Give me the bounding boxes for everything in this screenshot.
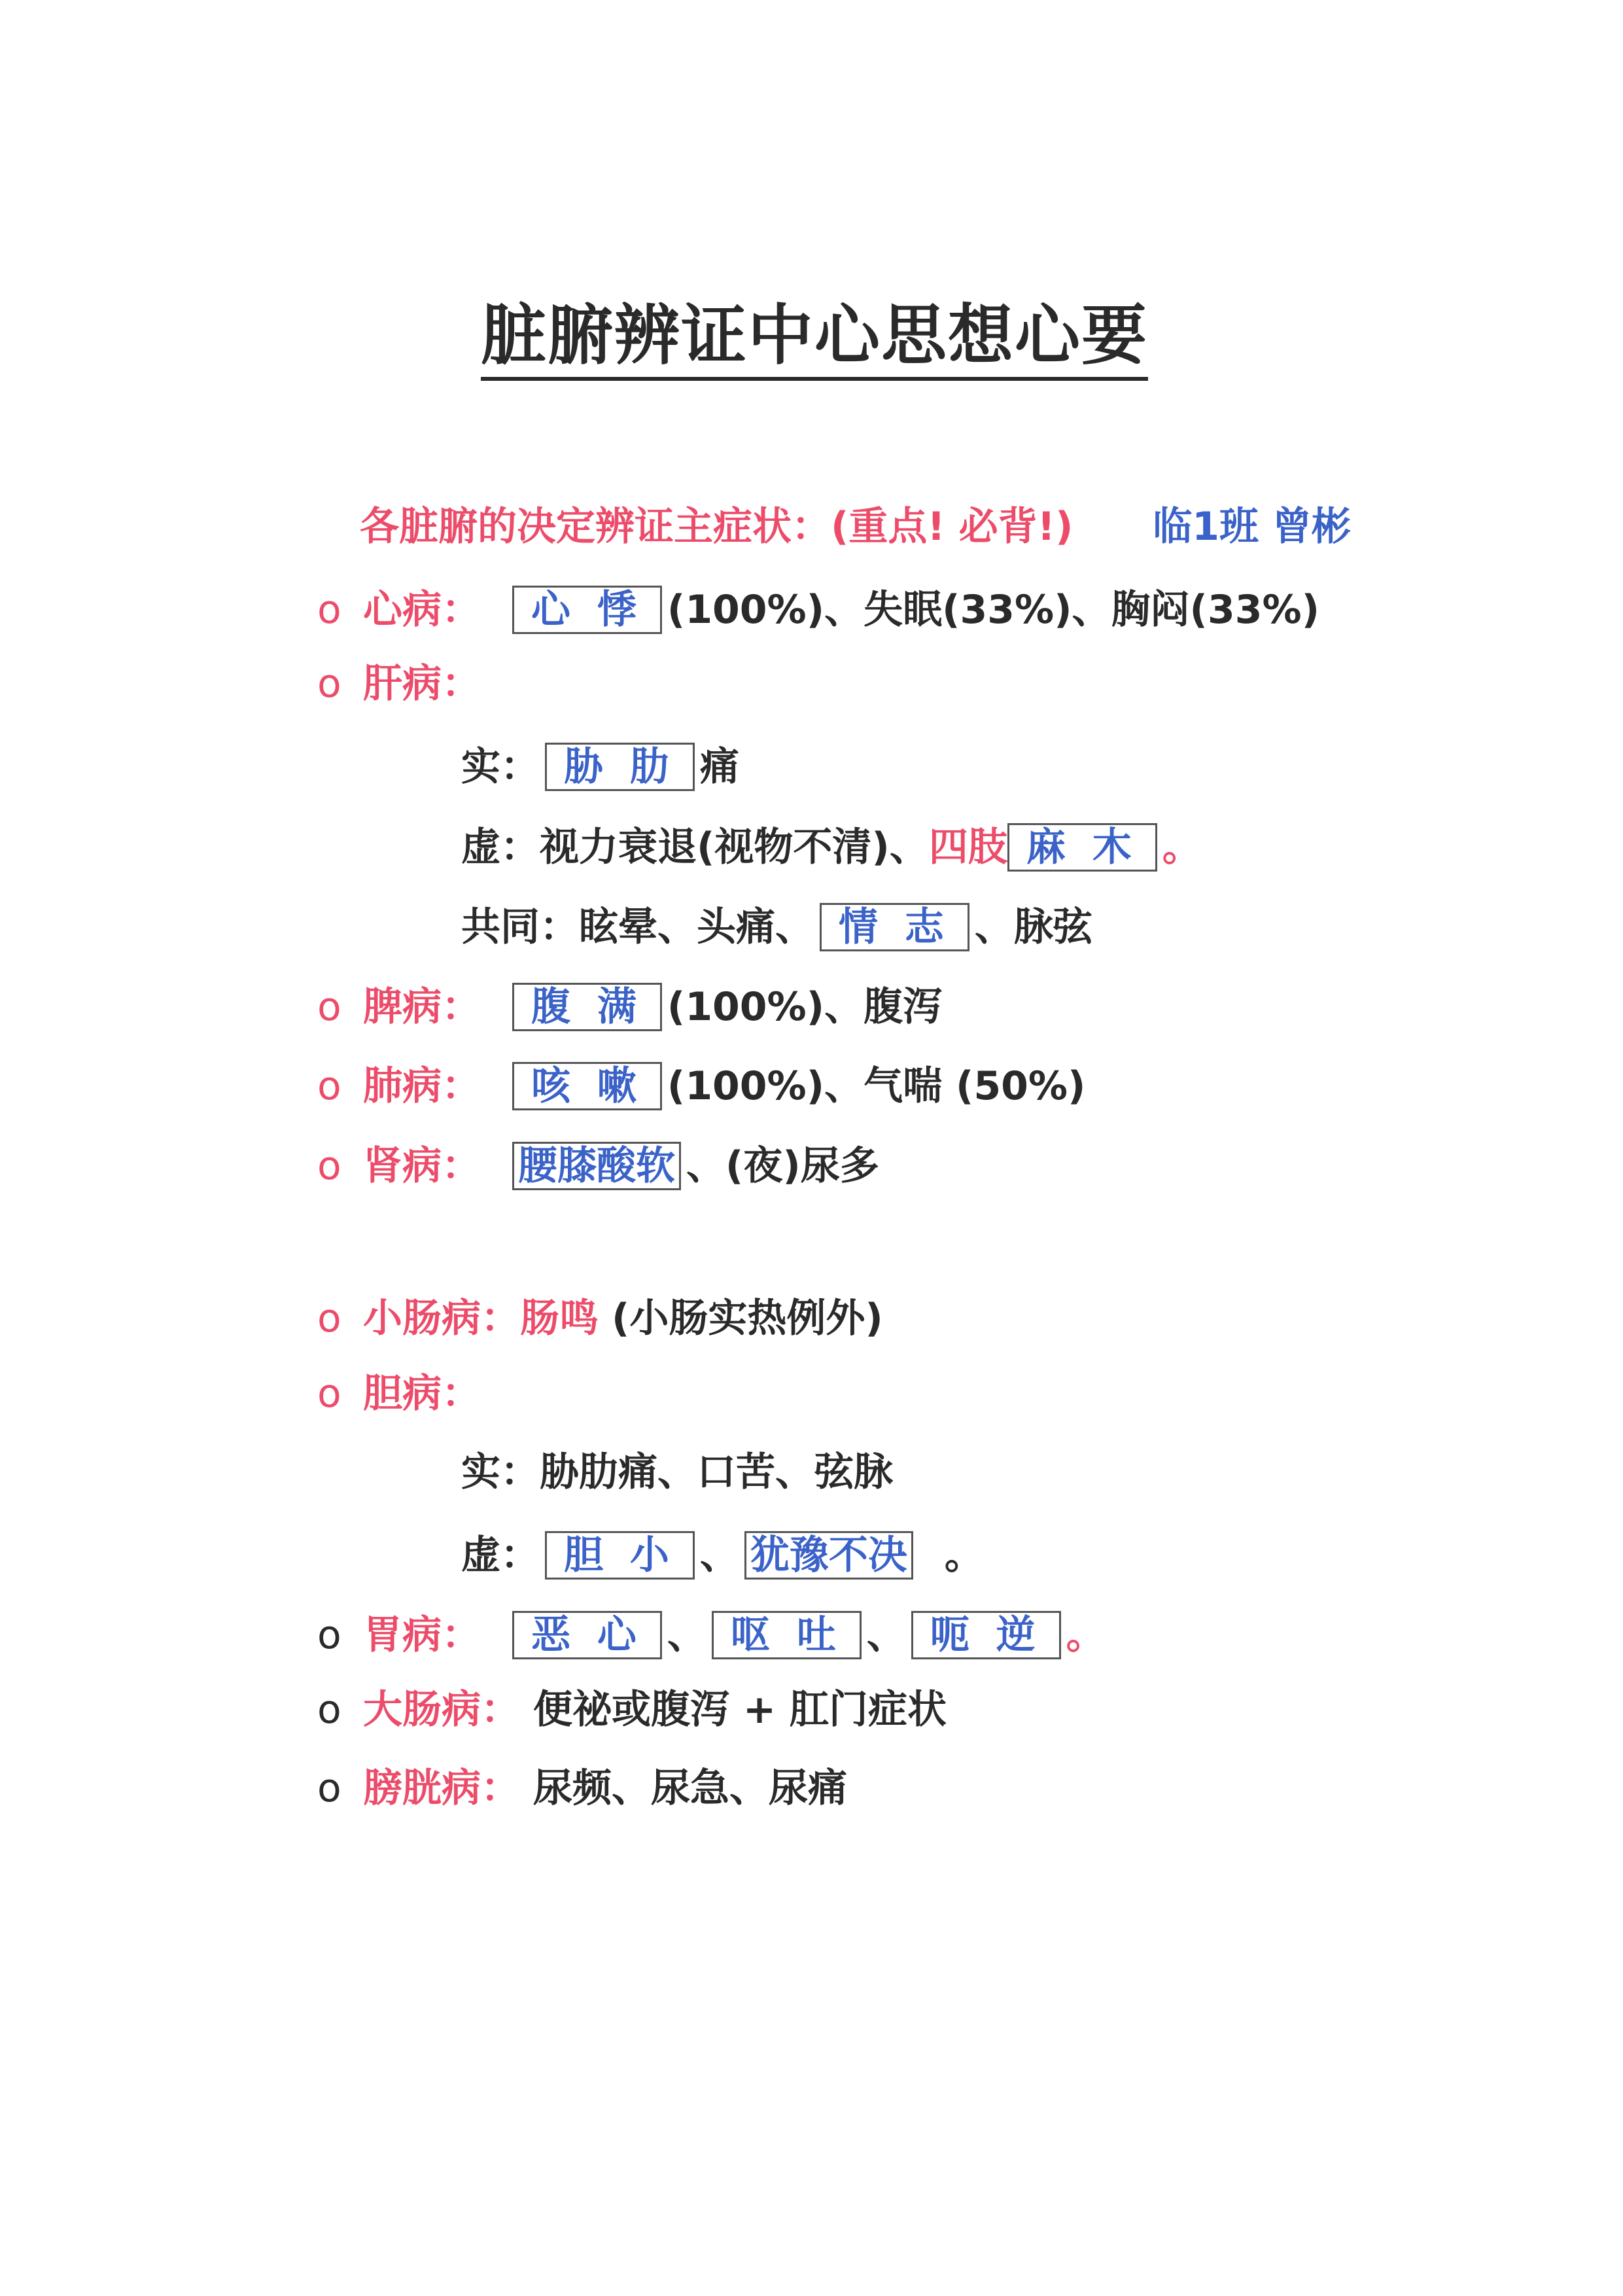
bullet-icon: o (317, 661, 341, 707)
item-text: 视力衰退(视物不清)、 (540, 824, 929, 870)
boxed-keyword: 麻 木 (1007, 823, 1157, 872)
item-stomach (317, 1611, 1106, 1659)
sub-label: 虚： (461, 1532, 540, 1578)
item-end: 。 (1066, 1612, 1106, 1658)
separator: 、 (699, 1532, 739, 1578)
item-label: 肾病： (363, 1143, 481, 1189)
item-label: 大肠病： (363, 1687, 520, 1733)
item-text: (小肠实热例外) (612, 1296, 883, 1341)
item-spleen (317, 983, 942, 1031)
boxed-keyword: 情 志 (820, 903, 969, 951)
bullet-icon: o (317, 984, 341, 1030)
item-label: 心病： (363, 587, 481, 633)
sub-label: 实： (461, 1449, 540, 1495)
item-heart (317, 586, 1319, 634)
item-label: 肝病： (363, 661, 481, 707)
item-label: 脾病： (363, 984, 481, 1030)
boxed-keyword: 胆 小 (545, 1531, 695, 1580)
boxed-keyword: 犹豫不决 (744, 1531, 913, 1580)
item-label: 小肠病： (363, 1296, 520, 1341)
item-liver-excess (461, 743, 739, 791)
subtitle-line (360, 504, 1351, 550)
boxed-keyword: 腹 满 (512, 983, 662, 1031)
item-gallbladder-excess (461, 1449, 893, 1495)
item-text: 痛 (699, 744, 739, 790)
item-gallbladder-deficiency (461, 1531, 984, 1580)
item-large-intestine (317, 1687, 947, 1733)
boxed-keyword: 胁 肋 (545, 743, 695, 791)
page-title: 脏腑辨证中心思想心要 (481, 300, 1148, 381)
sub-label: 实： (461, 744, 540, 790)
item-label: 肺病： (363, 1063, 481, 1109)
boxed-keyword: 腰膝酸软 (512, 1142, 681, 1190)
item-kidney (317, 1142, 879, 1190)
item-text: 胁肋痛、口苦、弦脉 (540, 1449, 893, 1495)
item-text-rest: 、脉弦 (974, 904, 1092, 950)
bullet-icon: o (317, 1371, 341, 1417)
bullet-icon: o (317, 587, 341, 633)
subtitle-main: 各脏腑的决定辨证主症状：(重点! 必背!) (360, 504, 1073, 550)
boxed-keyword: 心 悸 (512, 586, 662, 634)
bullet-icon: o (317, 1296, 341, 1341)
item-text: 尿频、尿急、尿痛 (533, 1765, 847, 1811)
item-label: 胆病： (363, 1371, 481, 1417)
bullet-icon: o (317, 1612, 341, 1658)
bullet-icon: o (317, 1063, 341, 1109)
item-label: 膀胱病： (363, 1765, 520, 1811)
sub-label: 虚： (461, 824, 540, 870)
item-label: 胃病： (363, 1612, 481, 1658)
item-text: 、(夜)尿多 (686, 1143, 879, 1189)
item-liver-common (461, 903, 1092, 951)
bullet-icon: o (317, 1765, 341, 1811)
bullet-icon: o (317, 1687, 341, 1733)
item-liver-deficiency (461, 823, 1202, 872)
sub-label: 共同： (461, 904, 579, 950)
item-lung (317, 1062, 1085, 1110)
item-gallbladder (317, 1371, 481, 1417)
item-text: (100%)、失眠(33%)、胸闷(33%) (667, 587, 1320, 633)
item-end: 。 (944, 1532, 984, 1578)
item-text: (100%)、气喘 (50%) (667, 1063, 1086, 1109)
highlight-text: 肠鸣 (520, 1296, 599, 1341)
subtitle-author: 临1班 曾彬 (1153, 504, 1351, 550)
boxed-keyword: 呕 吐 (712, 1611, 862, 1659)
separator: 、 (866, 1612, 906, 1658)
item-bladder (317, 1765, 847, 1811)
separator: 、 (667, 1612, 707, 1658)
item-small-intestine (317, 1296, 883, 1341)
boxed-keyword: 呃 逆 (911, 1611, 1061, 1659)
item-text: 眩晕、头痛、 (579, 904, 814, 950)
highlight-text: 四肢 (928, 824, 1007, 870)
bullet-icon: o (317, 1143, 341, 1189)
item-liver (317, 661, 481, 707)
item-end: 。 (1162, 824, 1202, 870)
item-text: 便祕或腹泻 + 肛门症状 (533, 1687, 947, 1733)
boxed-keyword: 恶 心 (512, 1611, 662, 1659)
item-text: (100%)、腹泻 (667, 984, 943, 1030)
boxed-keyword: 咳 嗽 (512, 1062, 662, 1110)
